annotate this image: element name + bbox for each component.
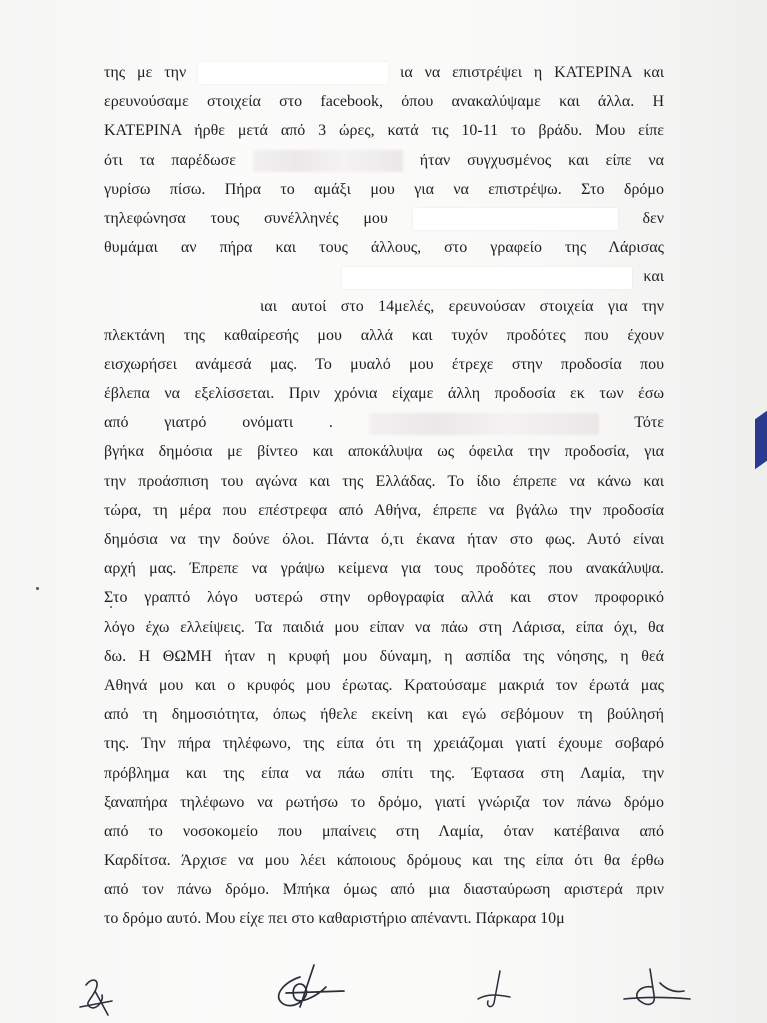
signature-1: [80, 980, 112, 1015]
signature-2: [279, 965, 344, 1007]
line-text-after: ια να επιστρέψει η ΚΑΤΕΡΙΝΑ και: [400, 64, 665, 81]
text-line: Καρδίτσα. Άρχισε να μου λέει κάποιους δρόμους και της είπα ότι θα έρθω: [104, 852, 664, 870]
statement-text: [104, 58, 664, 934]
text-line: ΚΑΤΕΡΙΝΑ ήρθε μετά από 3 ώρες, κατά τις 10-11 το βράδυ. Μου είπε: [104, 122, 664, 140]
text-line: ερευνούσαμε στοιχεία στο facebook, όπου ανακαλύψαμε και άλλα. Η: [104, 93, 664, 111]
redaction-box: [413, 208, 618, 230]
redaction-box: [342, 267, 632, 289]
text-line: [104, 58, 664, 87]
redaction-box: [369, 413, 599, 435]
text-line: από τον πάνω δρόμο. Μπήκα όμως από μια διασταύρωση αριστερά πριν: [104, 881, 664, 899]
text-line: από τη δημοσιότητα, όπως ήθελε εκείνη και εγώ σεβόμουν τη βούλησή: [104, 706, 664, 724]
text-line: Αθηνά μου και ο κρυφός μου έρωτας. Κρατούσαμε μακριά τον έρωτά μας: [104, 676, 664, 694]
text-line: ιαι αυτοί στο 14μελές, ερευνούσαν στοιχεία για την: [260, 297, 664, 315]
text-line: το δρόμο αυτό. Μου είχε πει στο καθαριστήριο απέναντι. Πάρκαρα 10μ: [104, 910, 565, 928]
line-text-before: τηλεφώνησα τους συνέλληνές μου: [104, 209, 388, 227]
scan-edge-mark: [755, 411, 767, 469]
text-line: λόγο έχω ελλείψεις. Τα παιδιά μου είπαν να πάω στη Λάρισα, είπα όχι, θα: [104, 618, 664, 636]
text-line: [104, 146, 664, 175]
text-line: της. Την πήρα τηλέφωνο, της είπα ότι τη χρειάζομαι γιατί έχουμε σοβαρό: [104, 735, 664, 753]
signature-row: [0, 955, 767, 1023]
signature-3: [478, 971, 510, 1007]
text-line: βγήκα δημόσια με βίντεο και αποκάλυψα ως όφειλα την προδοσία, για: [104, 443, 664, 461]
line-text-after: και: [643, 268, 664, 286]
redaction-box: [253, 150, 403, 172]
text-line: γυρίσω πίσω. Πήρα το αμάξι μου για να επιστρέψω. Στο δρόμο: [104, 180, 664, 198]
line-text-before: από γιατρό ονόματι .: [104, 414, 333, 432]
line-text-before: της με την: [104, 64, 187, 81]
speck: [36, 587, 39, 590]
text-line: [104, 262, 664, 291]
text-line: Στο γραπτό λόγο υστερώ στην ορθογραφία αλλά και στον προφορικό: [104, 589, 664, 607]
redaction-box: [198, 62, 388, 84]
text-line: [104, 408, 664, 437]
text-line: δημόσια να την δούνε όλοι. Πάντα ό,τι έκανα ήταν στο φως. Αυτό είναι: [104, 531, 664, 548]
signature-4: [624, 969, 690, 1004]
line-text-after: δεν: [642, 209, 664, 227]
text-line: την προάσπιση του αγώνα και της Ελλάδας. Το ίδιο έπρεπε να κάνω και: [104, 472, 664, 490]
text-line: αρχή μας. Έπρεπε να γράψω κείμενα για τους προδότες που ανακάλυψα.: [104, 560, 664, 578]
text-line: από το νοσοκομείο που μπαίνεις στη Λαμία, όταν κατέβαινα από: [104, 822, 664, 840]
line-text-before: ότι τα παρέδωσε: [104, 151, 236, 169]
text-line: ξαναπήρα τηλέφωνο να ρωτήσω το δρόμο, γιατί γνώριζα τον πάνω δρόμο: [104, 793, 664, 811]
text-line: θυμάμαι αν πήρα και τους άλλους, στο γραφείο της Λάρισας: [104, 239, 664, 257]
text-line: πρόβλημα και της είπα να πάω σπίτι της. Έφτασα στη Λαμία, την: [104, 764, 664, 782]
text-line: έβλεπα να εξελίσσεται. Πριν χρόνια είχαμε άλλη προδοσία εκ των έσω: [104, 385, 664, 403]
text-line: δω. Η ΘΩΜΗ ήταν η κρυφή μου δύναμη, η ασπίδα της νόησης, η θεά: [104, 647, 664, 665]
text-line: [104, 204, 664, 233]
text-line: τώρα, τη μέρα που επέστρεφα από Αθήνα, έπρεπε να βγάλω την προδοσία: [104, 501, 664, 519]
text-line: πλεκτάνη της καθαίρεσής μου αλλά και τυχόν προδότες που έχουν: [104, 326, 664, 344]
text-line: εισχωρήσει ανάμεσά μας. Το μυαλό μου έτρεχε στην προδοσία που: [104, 355, 664, 373]
line-text-after: Τότε: [634, 414, 665, 432]
line-text-after: ήταν συγχυσμένος και είπε να: [419, 151, 665, 169]
